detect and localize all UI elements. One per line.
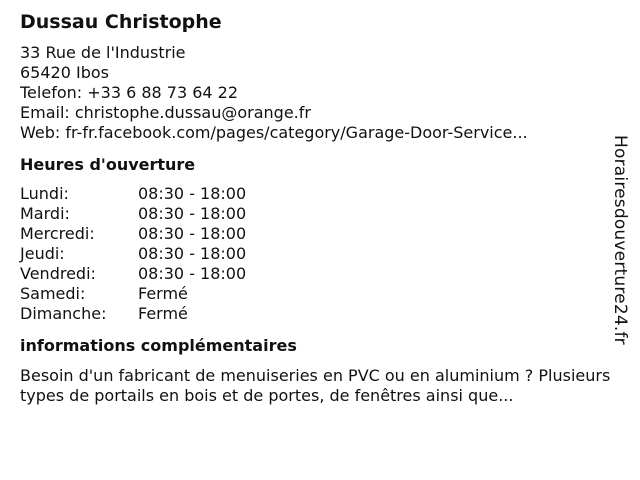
time-value: 08:30 - 18:00 [138, 244, 247, 263]
address-city: 65420 Ibos [20, 63, 109, 82]
day-label: Mardi: [20, 204, 70, 223]
day-label: Mercredi: [20, 224, 95, 243]
day-label: Lundi: [20, 184, 69, 203]
time-value: 08:30 - 18:00 [138, 264, 247, 283]
hours-table [20, 184, 615, 324]
brand-watermark: Horairesdouverture24.fr [610, 135, 630, 345]
hours-row-sunday [20, 304, 615, 324]
time-value: 08:30 - 18:00 [138, 184, 247, 203]
day-label: Vendredi: [20, 264, 96, 283]
hours-row-tuesday [20, 204, 615, 224]
hours-row-saturday [20, 284, 615, 304]
day-label: Jeudi: [20, 244, 65, 263]
hours-row-friday [20, 264, 615, 284]
email-line[interactable]: Email: christophe.dussau@orange.fr [20, 103, 311, 122]
hours-heading: Heures d'ouverture [20, 155, 196, 174]
address-street: 33 Rue de l'Industrie [20, 43, 186, 62]
time-value: Fermé [138, 304, 188, 323]
time-value: Fermé [138, 284, 188, 303]
day-label: Dimanche: [20, 304, 107, 323]
hours-row-wednesday [20, 224, 615, 244]
phone-line[interactable]: Telefon: +33 6 88 73 64 22 [20, 83, 239, 102]
web-line[interactable]: Web: fr-fr.facebook.com/pages/category/Garage-Door-Service... [20, 123, 528, 142]
business-name: Dussau Christophe [20, 11, 222, 33]
day-label: Samedi: [20, 284, 86, 303]
time-value: 08:30 - 18:00 [138, 204, 247, 223]
hours-row-monday [20, 184, 615, 204]
time-value: 08:30 - 18:00 [138, 224, 247, 243]
info-description: Besoin d'un fabricant de menuiseries en PVC ou en aluminium ? Plusieurs types de portails en bois et de portes, de fenêtres ainsi que... [20, 366, 611, 405]
business-card [20, 10, 615, 406]
hours-row-thursday [20, 244, 615, 264]
info-heading: informations complémentaires [20, 336, 297, 355]
